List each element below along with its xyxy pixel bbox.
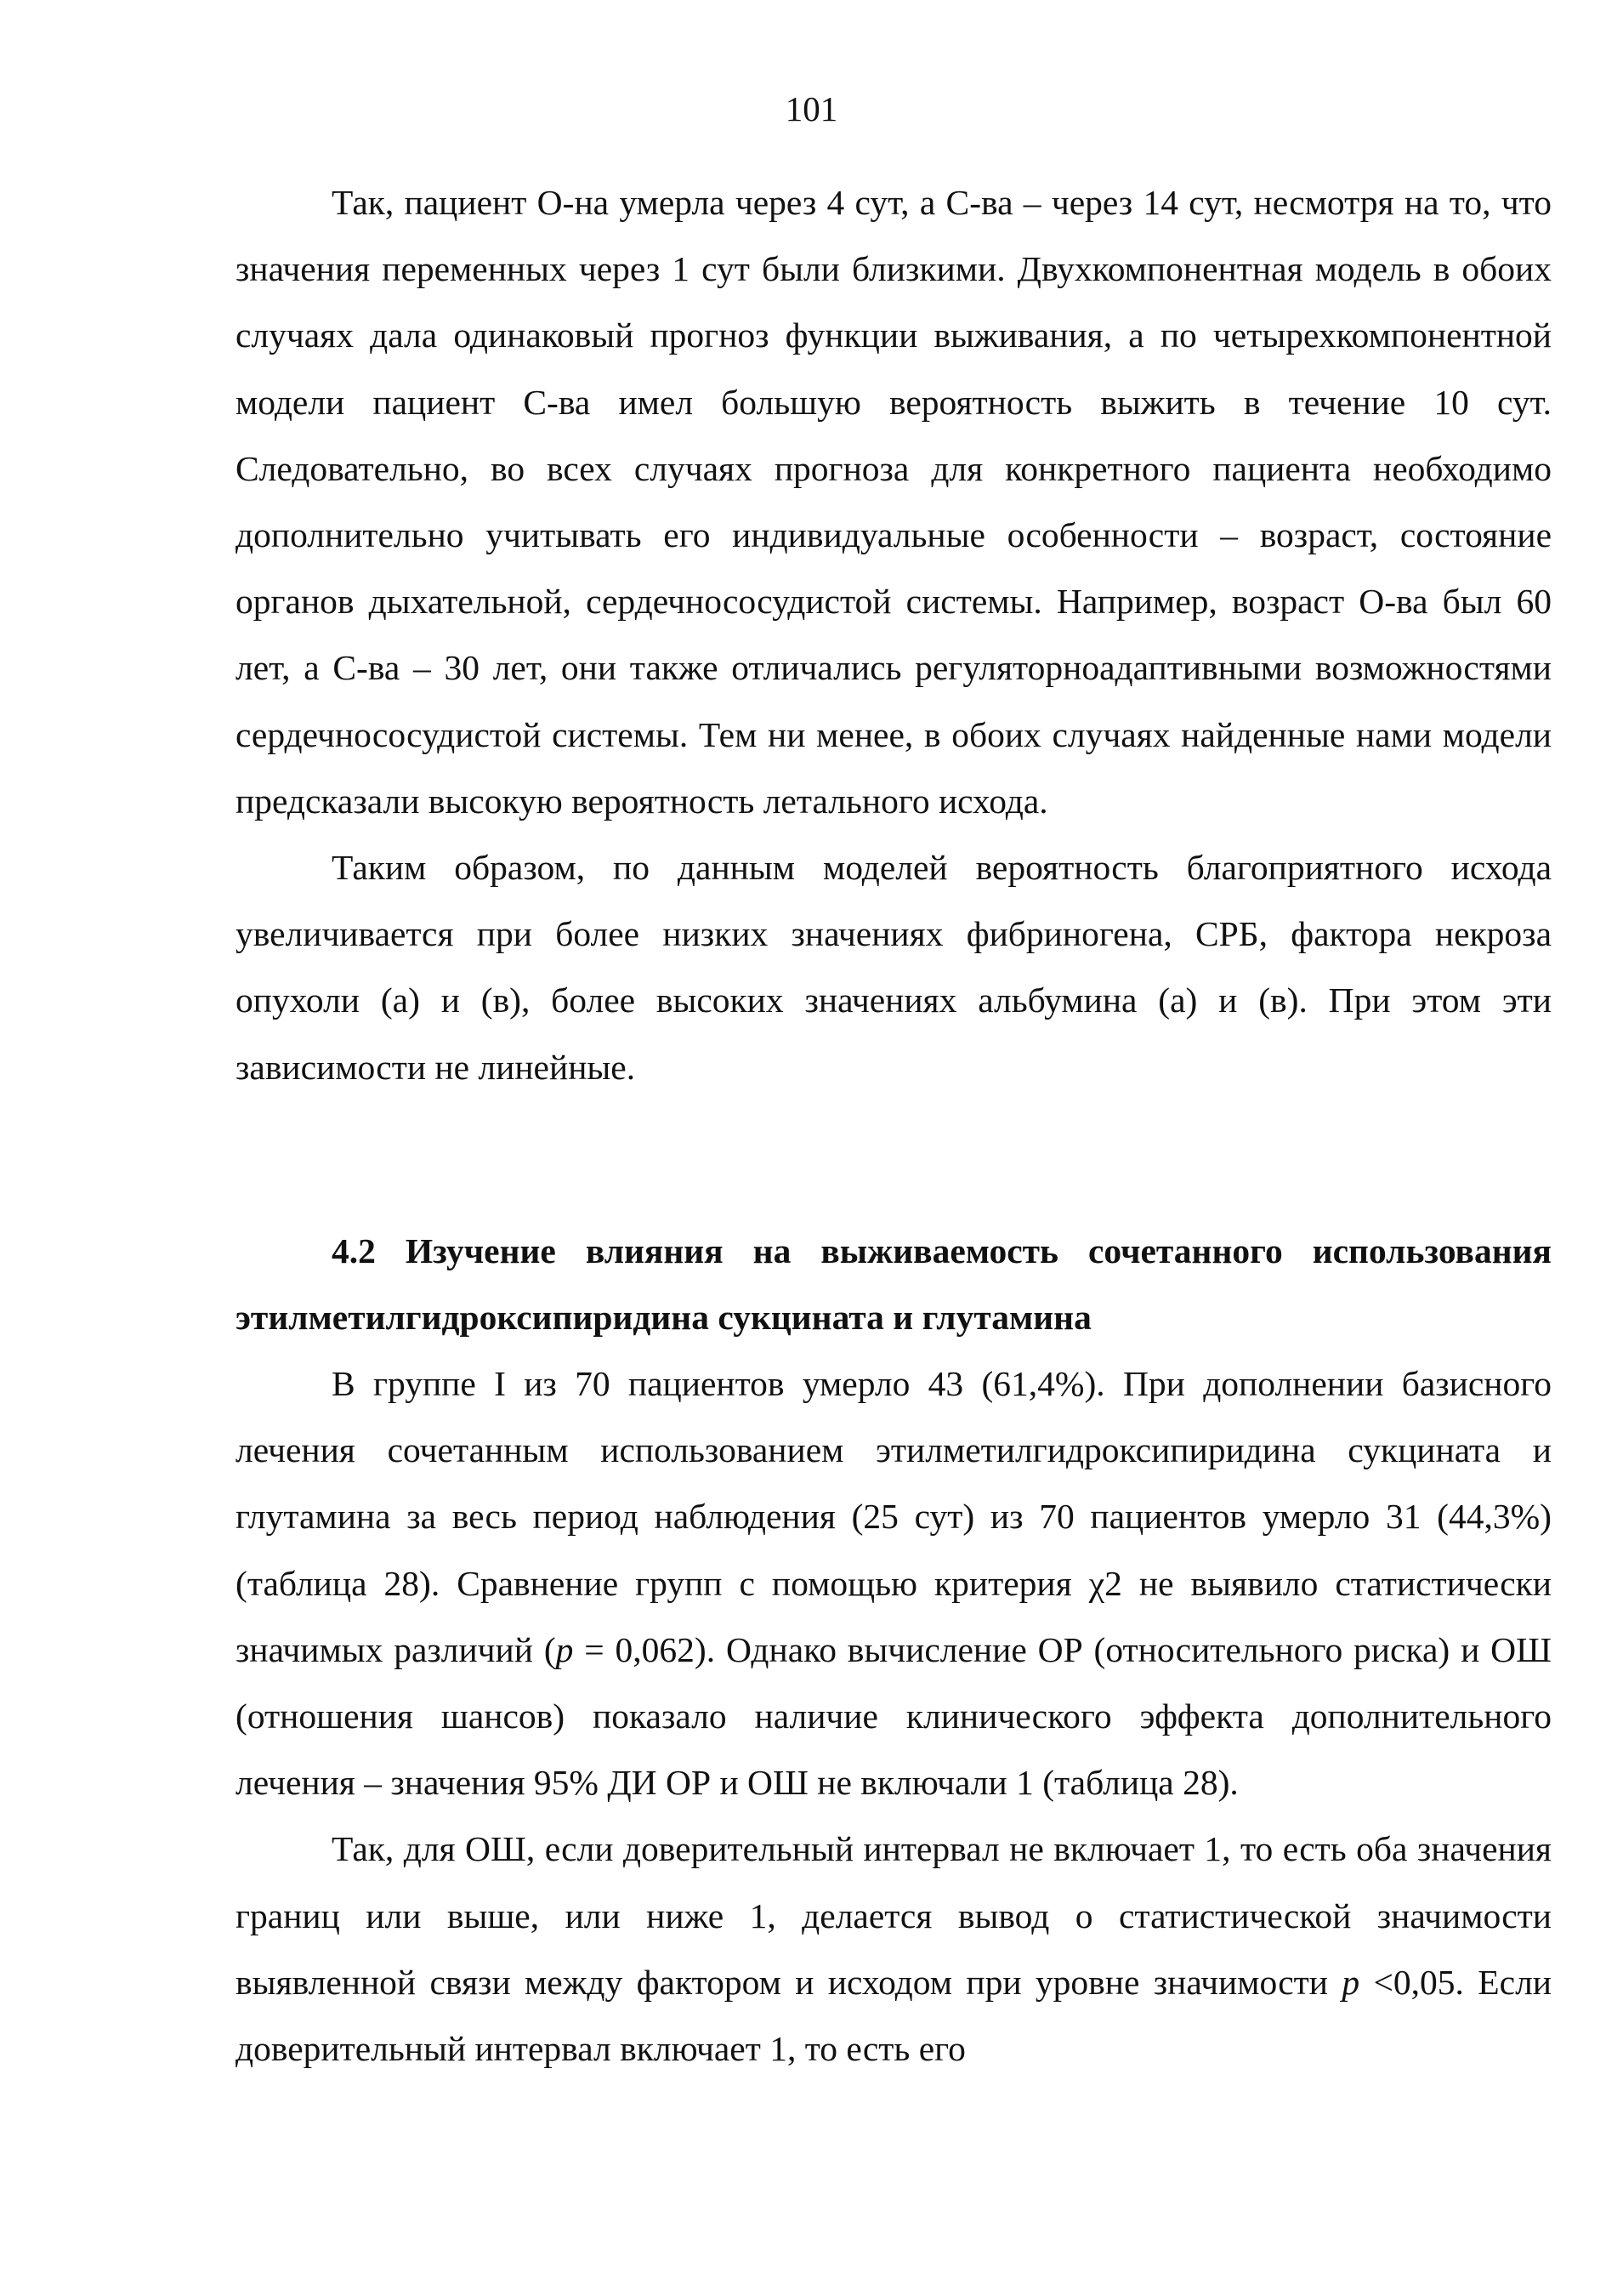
p-value-symbol: p bbox=[555, 1629, 574, 1669]
paragraph-block-3 bbox=[236, 1350, 1552, 2082]
paragraph-4-part-1: Так, для ОШ, если доверительный интервал не включает 1, то есть оба значения границ или выше, или ниже 1, делается вывод о статистической значимости выявленной связи между фактором и исходом при уровне значимости bbox=[236, 1829, 1552, 2002]
page-number: 101 bbox=[785, 89, 838, 128]
paragraph-3 bbox=[236, 1350, 1552, 1816]
paragraph-3-part-1: В группе I из 70 пациентов умерло 43 (61,4%). При дополнении базисного лечения сочетанным использованием этилметилгидроксипиридина сукцината и глутамина за весь период наблюдения (25 сут) из 70 пациентов умерло 31 (44,3%) (таблица 28). Сравнение групп с помощью критерия χ2 не выявило статистически значимых различий ( bbox=[236, 1364, 1552, 1669]
paragraph-block-1 bbox=[236, 169, 1552, 1100]
paragraph-1: Так, пациент О-на умерла через 4 сут, а С-ва – через 14 сут, несмотря на то, что значения переменных через 1 сут были близкими. Двухкомпонентная модель в обоих случаях дала одинаковый прогноз функции выживания, а по четырехкомпонентной модели пациент С-ва имел большую вероятность выжить в течение 10 сут. Следовательно, во всех случаях прогноза для конкретного пациента необходимо дополнительно учитывать его индивидуальные особенности – возраст, состояние органов дыхательной, сердечнососудистой системы. Например, возраст О-ва был 60 лет, а С-ва – 30 лет, они также отличались регуляторноадаптивными возможностями сердечнососудистой системы. Тем ни менее, в обоих случаях найденные нами модели предсказали высокую вероятность летального исхода. bbox=[236, 183, 1552, 821]
p-value-symbol: p bbox=[1342, 1962, 1360, 2002]
paragraph-2: Таким образом, по данным моделей вероятность благоприятного исхода увеличивается при более низких значениях фибриногена, СРБ, фактора некроза опухоли (а) и (в), более высоких значениях альбумина (а) и (в). При этом эти зависимости не линейные. bbox=[236, 848, 1552, 1087]
paragraph-3-part-2: = 0,062). Однако вычисление ОР (относительного риска) и ОШ (отношения шансов) показало наличие клинического эффекта дополнительного лечения – значения 95% ДИ ОР и ОШ не включали 1 (таблица 28). bbox=[236, 1629, 1552, 1803]
section-heading: 4.2 Изучение влияния на выживаемость сочетанного использования этилметилгидроксипиридина сукцината и глутамина bbox=[236, 1231, 1552, 1338]
paragraph-4 bbox=[236, 1816, 1552, 2082]
paragraph-4-part-2: <0,05. Если доверительный интервал включает 1, то есть его bbox=[236, 1962, 1552, 2069]
section-heading-block bbox=[236, 1218, 1552, 1350]
